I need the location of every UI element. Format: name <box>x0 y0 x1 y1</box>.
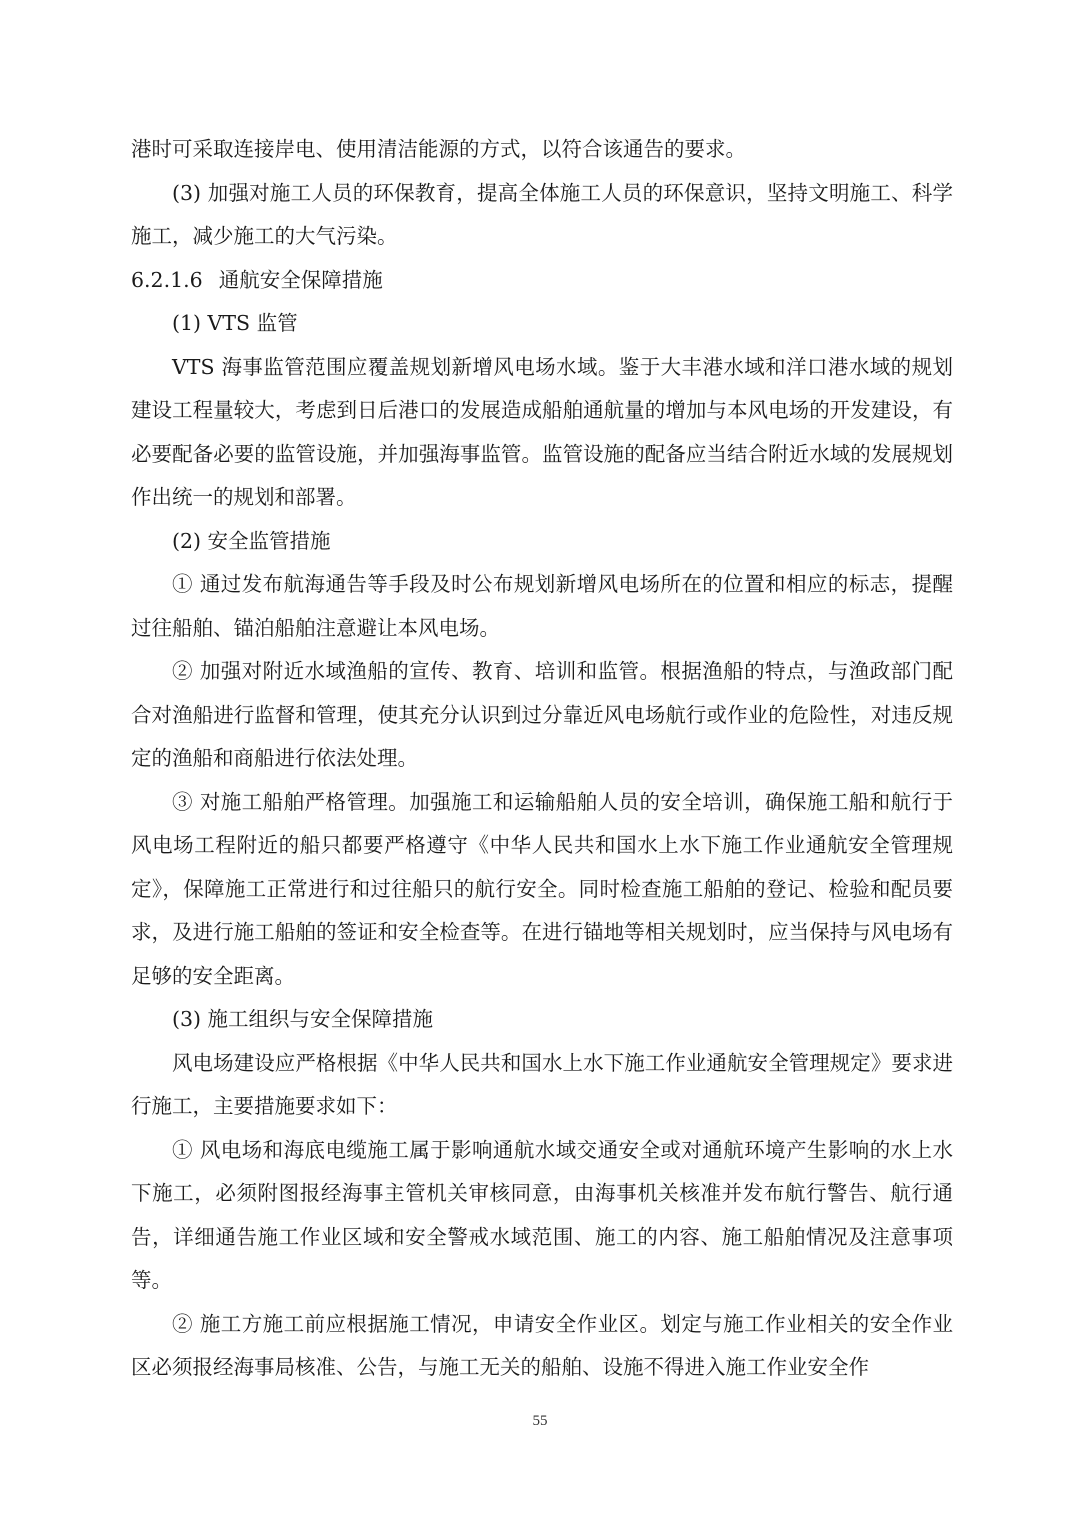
list-item: ② 施工方施工前应根据施工情况，申请安全作业区。划定与施工作业相关的安全作业区必须报经海事局核准、公告，与施工无关的船舶、设施不得进入施工作业安全作 <box>131 1311 953 1379</box>
list-item: ① 通过发布航海通告等手段及时公布规划新增风电场所在的位置和相应的标志，提醒过往船舶、锚泊船舶注意避让本风电场。 <box>131 572 953 640</box>
paragraph: 港时可采取连接岸电、使用清洁能源的方式，以符合该通告的要求。 <box>131 137 746 161</box>
section-heading <box>131 259 953 303</box>
list-item: ② 加强对附近水域渔船的宣传、教育、培训和监管。根据渔船的特点，与渔政部门配合对渔船进行监督和管理，使其充分认识到过分靠近风电场航行或作业的危险性，对违反规定的渔船和商船进行依法处理。 <box>131 659 953 770</box>
paragraph: VTS 海事监管范围应覆盖规划新增风电场水域。鉴于大丰港水域和洋口港水域的规划建设工程量较大，考虑到日后港口的发展造成船舶通航量的增加与本风电场的开发建设，有必要配备必要的监管设施，并加强海事监管。监管设施的配备应当结合附近水域的发展规划作出统一的规划和部署。 <box>131 354 953 509</box>
page-number: 55 <box>532 1413 548 1429</box>
paragraph: 风电场建设应严格根据《中华人民共和国水上水下施工作业通航安全管理规定》要求进行施工，主要措施要求如下： <box>131 1050 953 1118</box>
subheading: (2) 安全监管措施 <box>172 528 331 553</box>
section-number: 6.2.1.6 <box>131 267 203 292</box>
subheading: (3) 施工组织与安全保障措施 <box>172 1007 434 1031</box>
list-item: ③ 对施工船舶严格管理。加强施工和运输船舶人员的安全培训，确保施工船和航行于风电场工程附近的船只都要严格遵守《中华人民共和国水上水下施工作业通航安全管理规定》，保障施工正常进行和过往船只的航行安全。同时检查施工船舶的登记、检验和配员要求，及进行施工船舶的签证和安全检查等。在进行锚地等相关规划时，应当保持与风电场有足够的安全距离。 <box>131 789 953 988</box>
section-title: 通航安全保障措施 <box>218 267 383 292</box>
subheading: (1) VTS 监管 <box>172 311 298 335</box>
paragraph: (3) 加强对施工人员的环保教育，提高全体施工人员的环保意识，坚持文明施工、科学施工，减少施工的大气污染。 <box>131 180 953 248</box>
document-body <box>131 128 953 1390</box>
list-item: ① 风电场和海底电缆施工属于影响通航水域交通安全或对通航环境产生影响的水上水下施工，必须附图报经海事主管机关审核同意，由海事机关核准并发布航行警告、航行通告，详细通告施工作业区域和安全警戒水域范围、施工的内容、施工船舶情况及注意事项等。 <box>131 1137 953 1292</box>
